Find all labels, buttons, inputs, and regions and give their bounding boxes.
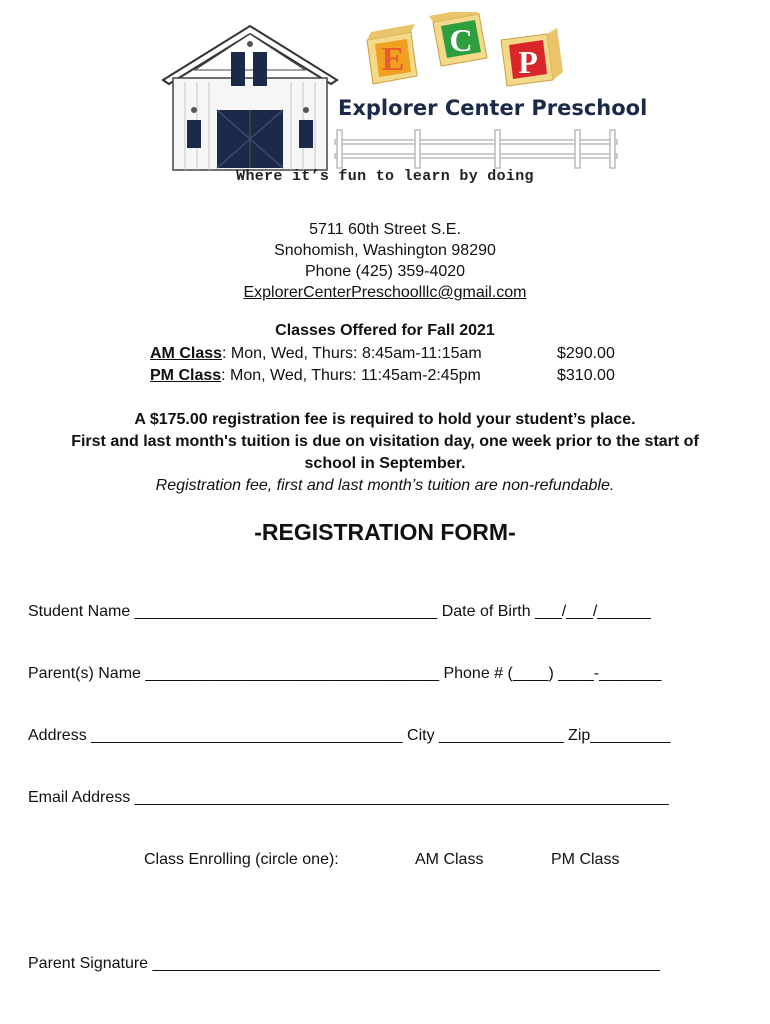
form-title: -REGISTRATION FORM- (254, 519, 516, 545)
non-refundable-note: Registration fee, first and last month’s tuition are non-refundable. (155, 477, 615, 494)
classes-title: Classes Offered for Fall 2021 (275, 322, 495, 339)
fence-icon (335, 130, 617, 168)
am-class-label: AM Class (150, 345, 223, 362)
email-link[interactable]: ExplorerCenterPreschoolllc@gmail.com (243, 284, 527, 301)
class-enrolling-label: Class Enrolling (circle one): (144, 851, 339, 868)
pm-class-label: PM Class (150, 367, 222, 384)
tuition-text-cont: school in September. (304, 455, 466, 472)
ecp-blocks-icon (367, 12, 563, 86)
school-name: Explorer Center Preschool (338, 96, 648, 120)
tagline: Where it’s fun to learn by doing (236, 168, 534, 185)
pm-class-row (150, 367, 481, 385)
pm-class-schedule: : Mon, Wed, Thurs: 11:45am-2:45pm (221, 367, 481, 384)
email-address-field[interactable]: Email Address ____________________________________________________________ (28, 789, 669, 806)
svg-text:C: C (449, 22, 473, 58)
street-address: 5711 60th Street S.E. (309, 221, 461, 238)
tuition-text: First and last month's tuition is due on visitation day, one week prior to the start of (71, 433, 699, 450)
registration-fee-text: A $175.00 registration fee is required to hold your student’s place. (134, 411, 636, 428)
parent-name-field[interactable]: Parent(s) Name _________________________________ Phone # (____) ____-_______ (28, 665, 662, 682)
fee-info (0, 409, 770, 497)
am-class-price: $290.00 (557, 345, 615, 362)
address-field[interactable]: Address ___________________________________ City ______________ Zip_________ (28, 727, 671, 744)
phone-number: Phone (425) 359-4020 (304, 263, 466, 280)
parent-signature-field[interactable]: Parent Signature _________________________________________________________ (28, 955, 660, 972)
am-class-schedule: : Mon, Wed, Thurs: 8:45am-11:15am (222, 345, 482, 362)
pm-class-price: $310.00 (557, 367, 615, 384)
pm-class-option[interactable]: PM Class (551, 851, 620, 868)
city-state-zip: Snohomish, Washington 98290 (274, 242, 496, 259)
student-name-field[interactable]: Student Name __________________________________ Date of Birth ___/___/______ (28, 603, 651, 620)
svg-text:P: P (518, 44, 538, 80)
am-class-option[interactable]: AM Class (415, 851, 484, 868)
barn-icon (163, 26, 337, 170)
am-class-row (150, 345, 482, 363)
address-block (0, 219, 770, 303)
svg-text:E: E (381, 41, 405, 78)
